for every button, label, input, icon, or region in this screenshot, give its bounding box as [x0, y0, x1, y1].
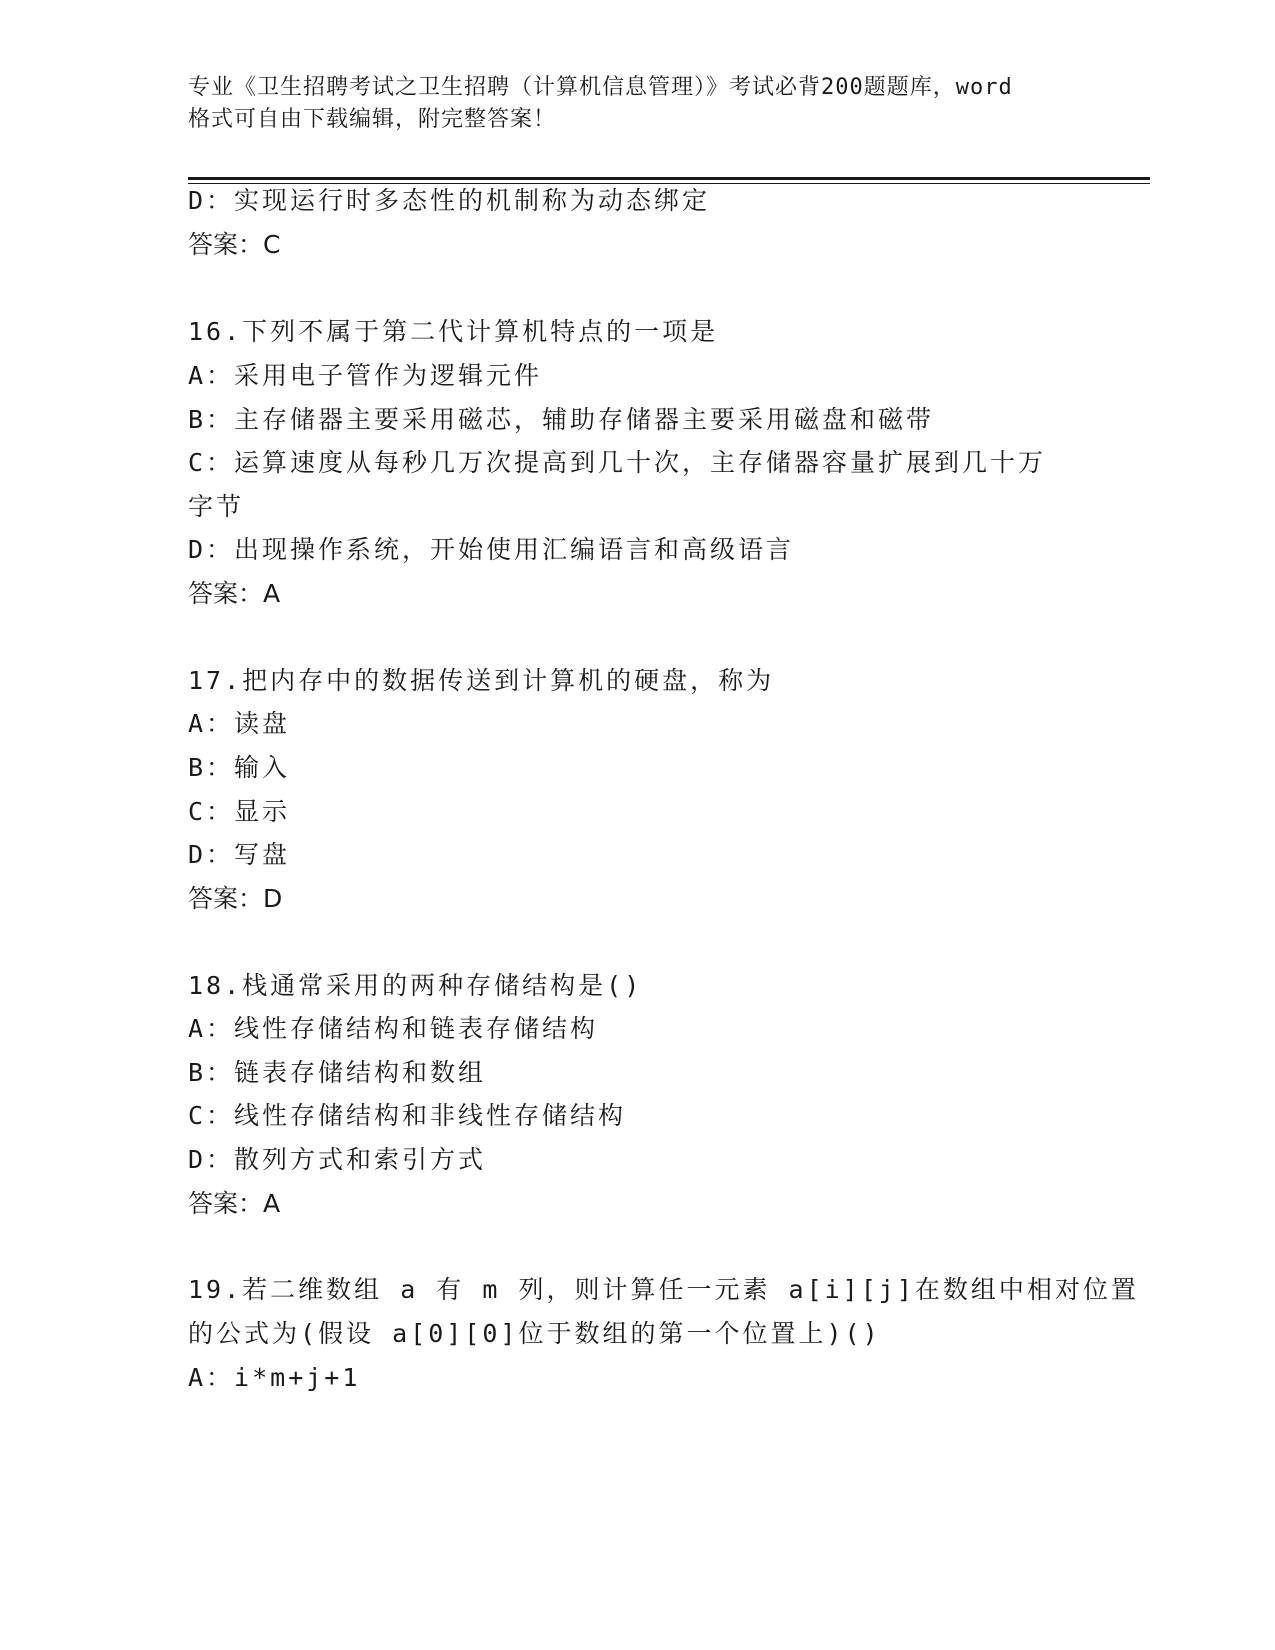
q17-option-d: D：写盘 [188, 840, 291, 869]
header-line-1: 专业《卫生招聘考试之卫生招聘（计算机信息管理）》考试必背200题题库，word [188, 75, 1013, 100]
q17-answer: 答案：D [188, 884, 283, 913]
q19-option-a: A：i*m+j+1 [188, 1363, 361, 1392]
q17-question: 17.把内存中的数据传送到计算机的硬盘，称为 [188, 666, 775, 695]
q18-option-b: B：链表存储结构和数组 [188, 1058, 487, 1087]
q18-option-d: D：散列方式和索引方式 [188, 1145, 487, 1174]
header-divider-thick [188, 177, 1150, 180]
q19-question-line-2: 的公式为(假设 a[0][0]位于数组的第一个位置上)() [188, 1319, 881, 1348]
header-line-2: 格式可自由下载编辑，附完整答案！ [188, 107, 557, 132]
prev-option-d: D：实现运行时多态性的机制称为动态绑定 [188, 186, 711, 215]
q16-option-b: B：主存储器主要采用磁芯，辅助存储器主要采用磁盘和磁带 [188, 405, 935, 434]
q16-option-c-line-1: C：运算速度从每秒几万次提高到几十次，主存储器容量扩展到几十万 [188, 448, 1047, 477]
q18-option-c: C：线性存储结构和非线性存储结构 [188, 1101, 627, 1130]
q16-option-a: A：采用电子管作为逻辑元件 [188, 361, 543, 390]
q17-option-a: A：读盘 [188, 709, 291, 738]
q18-answer: 答案：A [188, 1189, 281, 1218]
q18-question: 18.栈通常采用的两种存储结构是() [188, 971, 643, 1000]
q19-question-line-1: 19.若二维数组 a 有 m 列，则计算任一元素 a[i][j]在数组中相对位置 [188, 1275, 1139, 1304]
q16-answer: 答案：A [188, 579, 281, 608]
q18-option-a: A：线性存储结构和链表存储结构 [188, 1014, 599, 1043]
document-header [188, 72, 1088, 136]
prev-answer: 答案：C [188, 230, 281, 259]
q17-option-b: B：输入 [188, 753, 291, 782]
q16-option-d: D：出现操作系统，开始使用汇编语言和高级语言 [188, 535, 795, 564]
q16-question: 16.下列不属于第二代计算机特点的一项是 [188, 317, 719, 346]
q17-option-c: C：显示 [188, 797, 291, 826]
q16-option-c-line-2: 字节 [188, 492, 245, 521]
